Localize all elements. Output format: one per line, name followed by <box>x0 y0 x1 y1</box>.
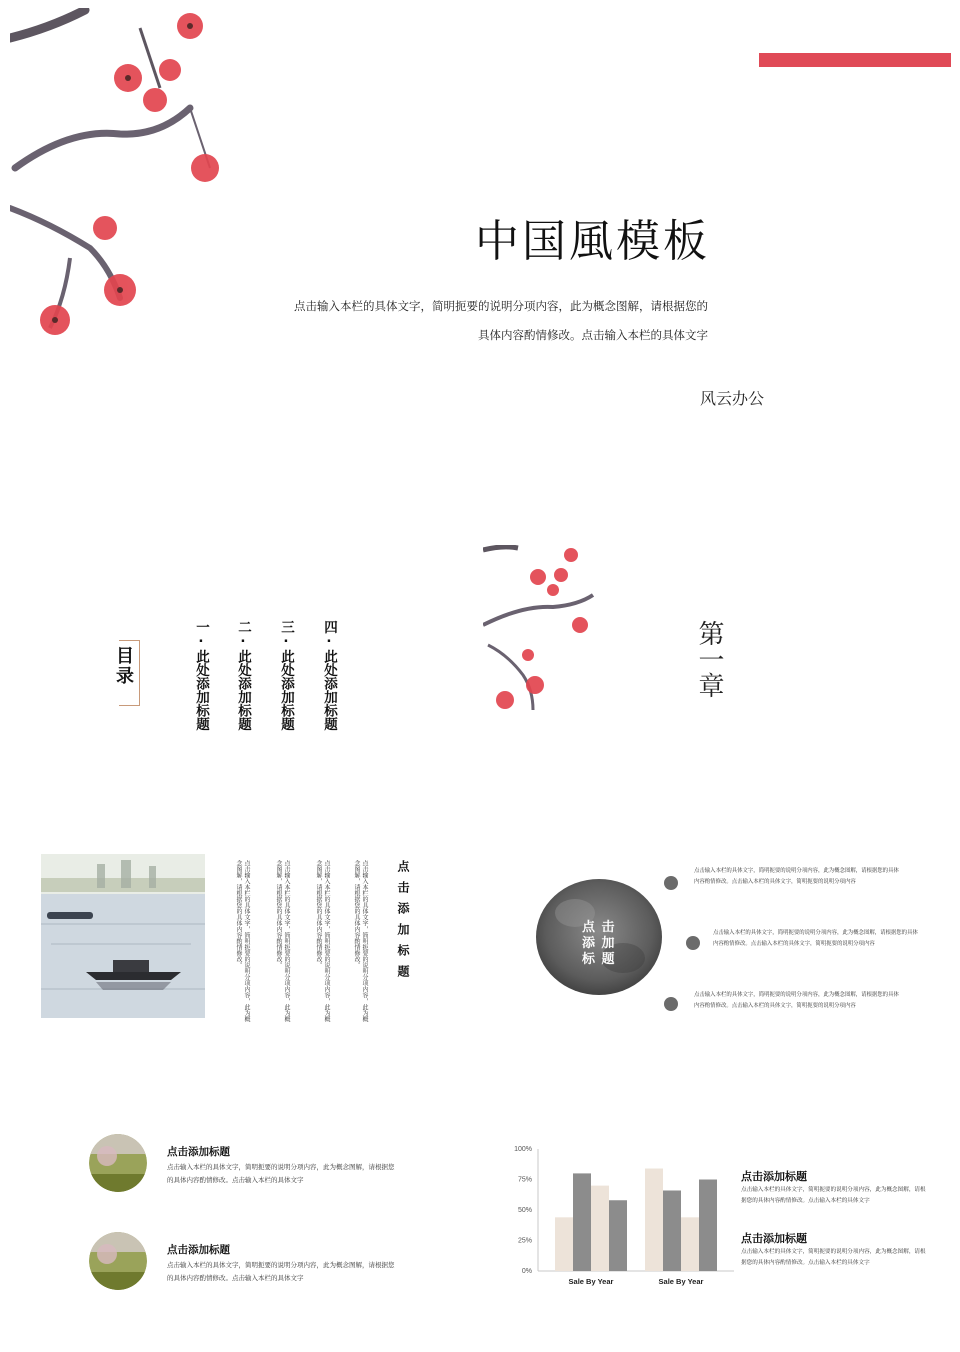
circle-title-line: 标 题 <box>582 952 616 967</box>
description-line: 点击输入本栏的具体文字，简明扼要的说明分项内容，此为概念图解，请根据您的 <box>294 299 708 313</box>
section-heading[interactable]: 点击添加标题 <box>396 860 410 986</box>
chart-bar <box>681 1217 699 1271</box>
item-text[interactable]: 点击输入本栏的具体文字，简明扼要的说明分项内容，此为概念图解，请根据您的具体内容酌情修改。点击输入本栏的具体文字 <box>167 1261 395 1282</box>
toc-item-3[interactable]: 三·此处添加标题 <box>278 620 294 731</box>
slide-description[interactable] <box>270 292 708 350</box>
x-tick-label: Sale By Year <box>658 1277 704 1286</box>
item-heading[interactable]: 点击添加标题 <box>741 1170 807 1183</box>
item-heading[interactable]: 点击添加标题 <box>167 1146 230 1158</box>
slide-title[interactable]: 中国風模板 <box>475 216 710 267</box>
bullet-text[interactable]: 点击输入本栏的具体文字，简明扼要的说明分项内容，此为概念图解，请根据您的具体内容酌情修改。点击输入本栏的具体文字，简明扼要的说明分项内容 <box>713 930 918 947</box>
y-tick-label: 50% <box>517 1207 532 1214</box>
circle-title-line: 点 击 <box>582 920 616 935</box>
plum-blossom-branch-illustration <box>10 8 250 378</box>
circle-title-line: 添 加 <box>582 936 616 951</box>
chart-bar <box>573 1173 591 1271</box>
accent-bar <box>759 53 951 67</box>
description-line: 具体内容酌情修改。点击输入本栏的具体文字 <box>478 328 708 342</box>
item-text[interactable]: 点击输入本栏的具体文字，简明扼要的说明分项内容，此为概念图解，请根据您的具体内容酌情修改。点击输入本栏的具体文字 <box>741 1249 926 1266</box>
x-tick-label: Sale By Year <box>568 1277 614 1286</box>
item-heading[interactable]: 点击添加标题 <box>167 1244 230 1256</box>
y-tick-label: 25% <box>517 1237 532 1245</box>
y-tick-label: 75% <box>517 1176 532 1184</box>
bullet-dot <box>664 876 678 890</box>
vertical-text-column[interactable]: 点击输入本栏的具体文字，简明扼要的说明分项内容，此为概念图解，请根据您的具体内容酌情修改。 <box>353 860 368 1022</box>
item-text[interactable]: 点击输入本栏的具体文字，简明扼要的说明分项内容，此为概念图解，请根据您的具体内容酌情修改。点击输入本栏的具体文字 <box>167 1163 395 1184</box>
circle-title[interactable] <box>582 920 616 968</box>
bullet-dot <box>686 936 700 950</box>
bar-chart <box>508 1138 738 1290</box>
plum-blossom-small-illustration <box>483 545 598 720</box>
author-name[interactable]: 风云办公 <box>700 389 765 408</box>
bullet-dot <box>664 997 678 1011</box>
chart-bar <box>645 1169 663 1271</box>
landscape-thumbnail <box>89 1232 147 1290</box>
vertical-text-column[interactable]: 点击输入本栏的具体文字，简明扼要的说明分项内容，此为概念图解，请根据您的具体内容酌情修改。 <box>315 860 330 1022</box>
item-heading[interactable]: 点击添加标题 <box>741 1232 807 1245</box>
lake-boat-painting <box>41 854 205 1018</box>
vertical-text-column[interactable]: 点击输入本栏的具体文字，简明扼要的说明分项内容，此为概念图解，请根据您的具体内容酌情修改。 <box>235 860 250 1022</box>
vertical-text-column[interactable]: 点击输入本栏的具体文字，简明扼要的说明分项内容，此为概念图解，请根据您的具体内容酌情修改。 <box>275 860 290 1022</box>
toc-item-4[interactable]: 四·此处添加标题 <box>321 620 337 731</box>
chart-bar <box>609 1200 627 1271</box>
landscape-thumbnail <box>89 1134 147 1192</box>
chart-bar <box>555 1217 573 1271</box>
chart-bar <box>591 1186 609 1271</box>
toc-title[interactable]: 目录 <box>113 646 134 686</box>
y-tick-label: 100% <box>514 1146 532 1153</box>
bullet-text[interactable]: 点击输入本栏的具体文字，简明扼要的说明分项内容，此为概念图解，请根据您的具体内容酌情修改。点击输入本栏的具体文字，简明扼要的说明分项内容 <box>694 992 899 1009</box>
y-tick-label: 0% <box>521 1268 532 1275</box>
toc-item-2[interactable]: 二·此处添加标题 <box>235 620 251 731</box>
toc-item-1[interactable]: 一·此处添加标题 <box>193 620 209 731</box>
bullet-text[interactable]: 点击输入本栏的具体文字，简明扼要的说明分项内容，此为概念图解，请根据您的具体内容酌情修改。点击输入本栏的具体文字，简明扼要的说明分项内容 <box>694 868 899 885</box>
item-text[interactable]: 点击输入本栏的具体文字，简明扼要的说明分项内容，此为概念图解，请根据您的具体内容酌情修改。点击输入本栏的具体文字 <box>741 1187 926 1204</box>
chart-bar <box>699 1180 717 1272</box>
chapter-title[interactable]: 第一章 <box>694 620 724 698</box>
chart-bar <box>663 1190 681 1271</box>
